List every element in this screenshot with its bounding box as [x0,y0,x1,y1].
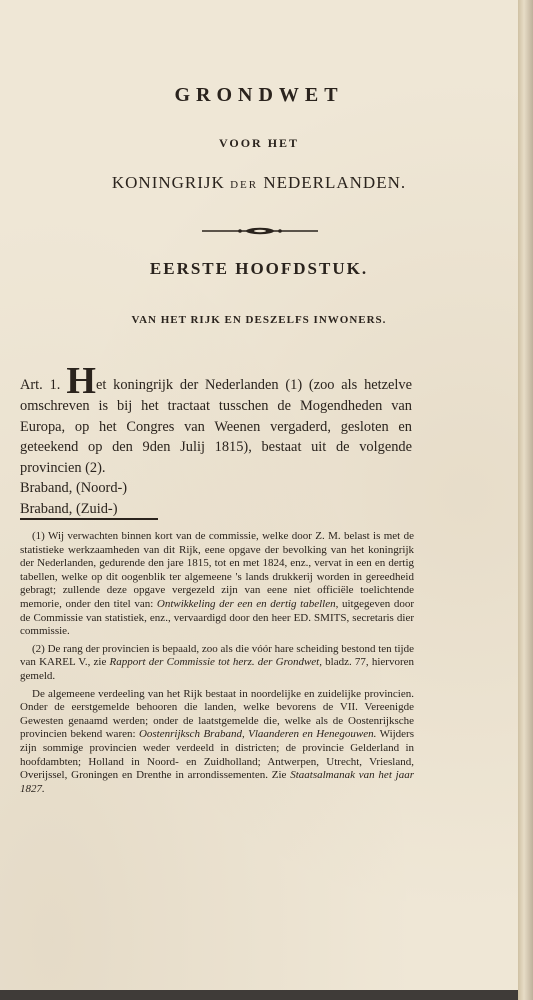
footnote-1-end: uitgegeven door de Commissie van statistiek, enz., vervaardigd door den heer ED. SMITS, secretaris dier commissie. [20,597,414,638]
chapter-heading: EERSTE HOOFDSTUK. [149,259,369,278]
title-grondwet: GRONDWET [174,84,344,106]
article-1 [20,360,413,519]
article-label: Art. 1. [20,377,61,393]
footnote-3-middle: Wijders zijn sommige provincien weder verdeeld in districten; de provincie Gelderland in hoofdambten; Holland in Noord- en Zuidholland; Antwerpen, Utrecht, Vriesland, Overijssel, Groningen en Drenthe in arrondissementen. Zie [20,728,415,782]
footnote-1-text: (1) Wij verwachten binnen kort van de commissie, welke door Z. M. belast is met de statistieke werkzaamheden van dit Rijk, eene opgave der bevolking van het koningrijk der Nederlanden, gedurende den jare 1815, tot en met 1824, enz., vervat in een en dertig tabellen, welke op dit oogenblik ter algemeene 's lands drukkerij worden in gereedheid gebragt; zullende deze opgave vergezeld zijn van eene niet officiële toelichtende memorie, onder den titel van: [20,530,414,610]
chapter-subheading: VAN HET RIJK EN DESZELFS INWONERS. [131,314,387,326]
ornament-divider [200,226,320,236]
footnote-3-title: Oostenrijksch Braband, Vlaanderen en Henegouwen. [138,728,377,741]
footnote-3 [20,688,414,797]
footnote-3-text: De algemeene verdeeling van het Rijk bestaat in noordelijke en zuidelijke provincien. Onder de eerstgemelde behooren die landen, welke bevorens de VII. Vereenigde Gewesten genaamd werden; onder de laatstgemelde die, welke als de Oostenrijksche provincien bekend waren: [20,687,414,741]
province-noord-braband: Braband, (Noord-) [20,480,128,496]
footnote-1-title: Ontwikkeling der een en dertig tabellen, [156,597,339,610]
province-zuid-braband: Braband, (Zuid-) [20,500,118,517]
footnote-2-end: bladz. 77, hiervoren gemeld. [20,656,415,682]
page-edge [518,0,533,1000]
title-voor-het: VOOR HET [218,136,300,150]
footnote-2-title: Rapport der Commissie tot herz. der Grondwet, [109,656,322,669]
title-der-word: DER [230,179,259,191]
footnote-3-reference: Staatsalmanak van het jaar 1827. [20,769,414,795]
footnote-2 [20,643,414,684]
footnote-2-text: (2) De rang der provincien is bepaald, zoo als die vóór hare scheiding bestond ten tijde van KAREL V., zie [20,642,414,669]
footnotes [20,530,414,800]
footnote-1 [20,530,414,639]
article-text: et koningrijk der Nederlanden (1) (zoo als hetzelve omschreven is bij het tractaat tusschen de Mogendheden van Europa, op het Congres van Weenen vergaderd, gesloten en geteekend op den 9den Julij 1815), bestaat uit de volgende provincien (2). [20,377,413,476]
footnote-rule [20,518,158,520]
drop-cap: H [66,360,96,402]
title-koningrijk [0,173,518,193]
title-nederlanden-word: NEDERLANDEN. [263,173,407,192]
title-koningrijk-word: KONINGRIJK [111,173,225,192]
